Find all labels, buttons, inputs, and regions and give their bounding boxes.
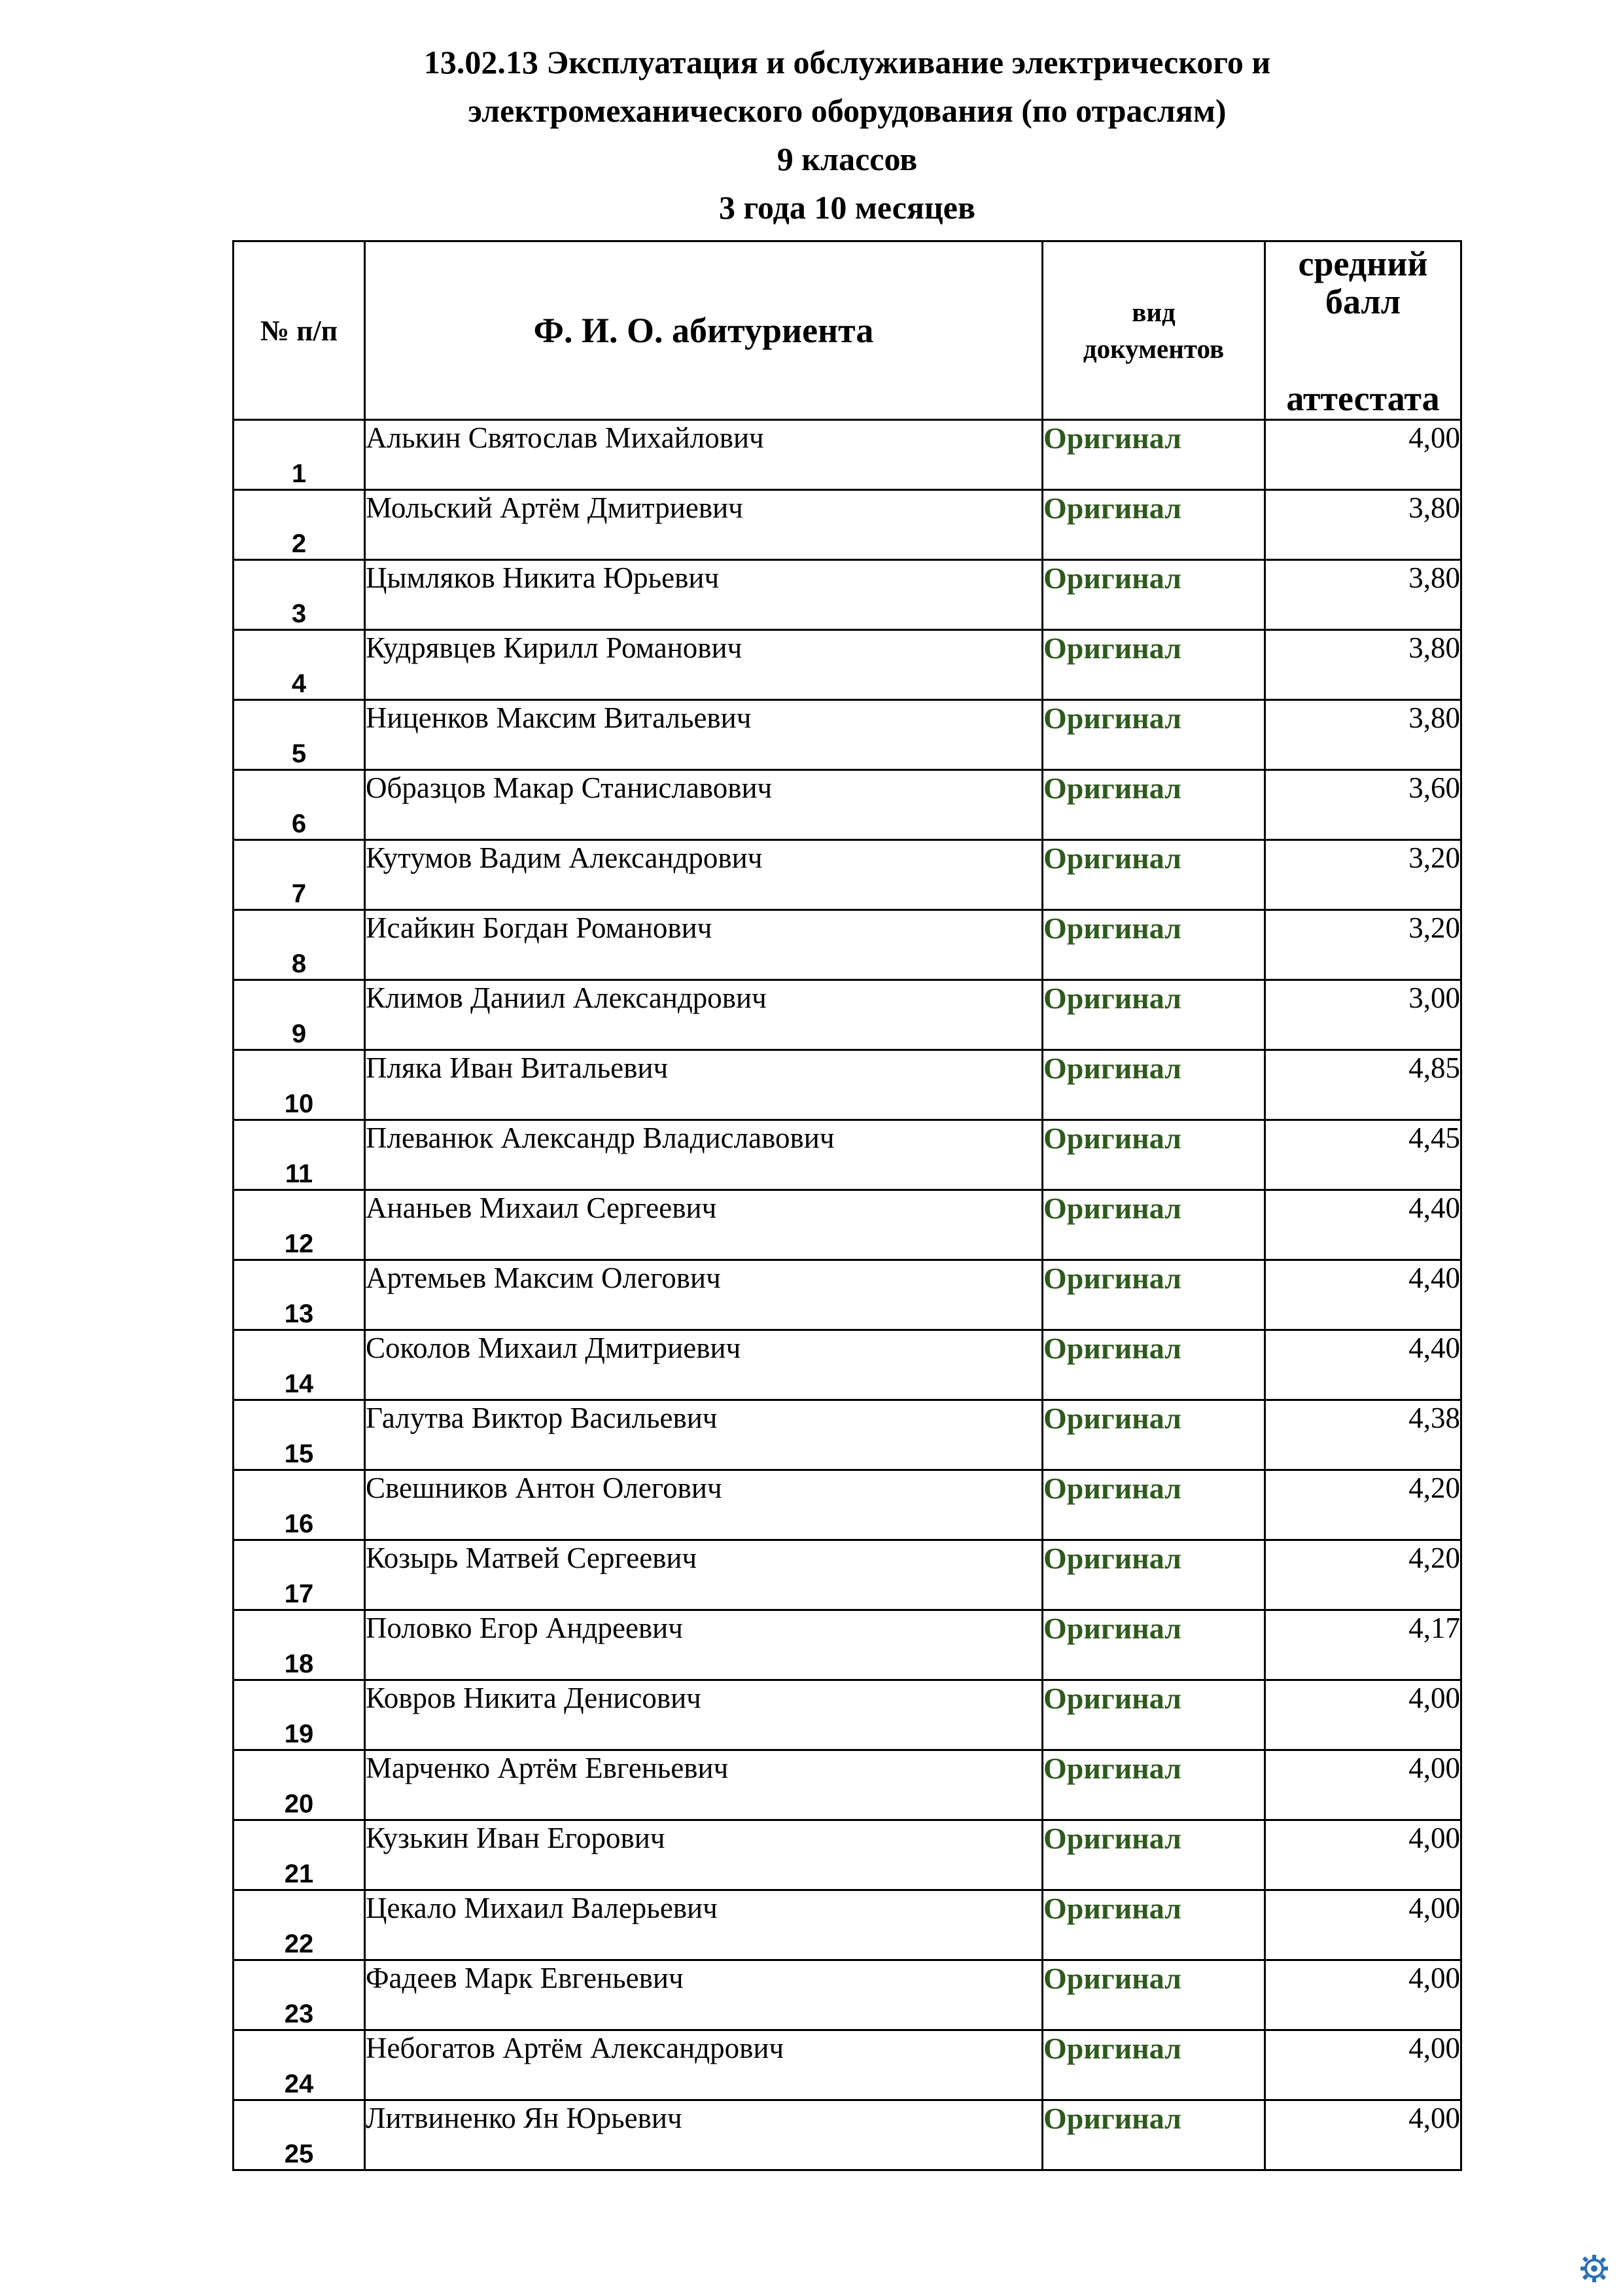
applicant-name-cell: Половко Егор Андреевич [365, 1610, 1043, 1680]
column-header-number: № п/п [234, 241, 365, 420]
applicant-name-cell: Фадеев Марк Евгеньевич [365, 1960, 1043, 2030]
table-row [234, 1330, 1461, 1400]
applicant-name-cell: Цымляков Никита Юрьевич [365, 560, 1043, 630]
document-type-cell: Оригинал [1043, 1540, 1265, 1610]
table-row [234, 1050, 1461, 1120]
applicant-name-cell: Галутва Виктор Васильевич [365, 1400, 1043, 1470]
row-number-cell: 3 [234, 560, 365, 630]
document-type-cell: Оригинал [1043, 1470, 1265, 1540]
column-header-name: Ф. И. О. абитуриента [365, 241, 1043, 420]
document-type-cell: Оригинал [1043, 910, 1265, 980]
table-row [234, 630, 1461, 700]
document-type-cell: Оригинал [1043, 770, 1265, 840]
specialty-title-line-1: 13.02.13 Эксплуатация и обслуживание электрического и [423, 44, 1271, 80]
average-score-cell: 3,00 [1265, 980, 1461, 1050]
document-type-cell: Оригинал [1043, 420, 1265, 490]
row-number-cell: 7 [234, 840, 365, 910]
average-score-cell: 4,00 [1265, 1960, 1461, 2030]
row-number-cell: 12 [234, 1190, 365, 1260]
table-row [234, 1190, 1461, 1260]
table-row [234, 1820, 1461, 1890]
document-type-cell: Оригинал [1043, 2030, 1265, 2100]
average-score-cell: 4,38 [1265, 1400, 1461, 1470]
applicant-name-cell: Климов Даниил Александрович [365, 980, 1043, 1050]
column-header-document-type [1043, 241, 1265, 420]
document-type-cell: Оригинал [1043, 1820, 1265, 1890]
row-number-cell: 21 [234, 1820, 365, 1890]
table-row [234, 1120, 1461, 1190]
document-type-cell: Оригинал [1043, 1610, 1265, 1680]
table-row [234, 840, 1461, 910]
row-number-cell: 24 [234, 2030, 365, 2100]
row-number-cell: 19 [234, 1680, 365, 1750]
row-number-cell: 17 [234, 1540, 365, 1610]
row-number-cell: 9 [234, 980, 365, 1050]
document-type-cell: Оригинал [1043, 1960, 1265, 2030]
column-header-score-line-2: балл [1325, 282, 1401, 321]
row-number-cell: 18 [234, 1610, 365, 1680]
applicant-name-cell: Цекало Михаил Валерьевич [365, 1890, 1043, 1960]
document-type-cell: Оригинал [1043, 490, 1265, 560]
row-number-cell: 6 [234, 770, 365, 840]
average-score-cell: 4,20 [1265, 1540, 1461, 1610]
table-row [234, 1890, 1461, 1960]
document-type-cell: Оригинал [1043, 630, 1265, 700]
column-header-score-line-1: средний [1298, 244, 1428, 283]
applicant-name-cell: Алькин Святослав Михайлович [365, 420, 1043, 490]
table-row [234, 1680, 1461, 1750]
gear-logo-icon [1579, 2253, 1609, 2284]
table-row [234, 1540, 1461, 1610]
applicant-name-cell: Образцов Макар Станиславович [365, 770, 1043, 840]
average-score-cell: 3,80 [1265, 490, 1461, 560]
education-base: 9 классов [777, 141, 918, 177]
table-row [234, 910, 1461, 980]
applicant-name-cell: Свешников Антон Олегович [365, 1470, 1043, 1540]
table-row [234, 770, 1461, 840]
applicant-name-cell: Плеванюк Александр Владиславович [365, 1120, 1043, 1190]
column-header-document-type-line-1: вид [1132, 297, 1176, 327]
average-score-cell: 4,00 [1265, 420, 1461, 490]
applicant-name-cell: Мольский Артём Дмитриевич [365, 490, 1043, 560]
applicant-name-cell: Артемьев Максим Олегович [365, 1260, 1043, 1330]
applicant-name-cell: Исайкин Богдан Романович [365, 910, 1043, 980]
applicant-name-cell: Ковров Никита Денисович [365, 1680, 1043, 1750]
applicant-name-cell: Ниценков Максим Витальевич [365, 700, 1043, 770]
average-score-cell: 3,80 [1265, 700, 1461, 770]
average-score-cell: 4,00 [1265, 2100, 1461, 2170]
average-score-cell: 4,45 [1265, 1120, 1461, 1190]
table-row [234, 1610, 1461, 1680]
document-type-cell: Оригинал [1043, 1750, 1265, 1820]
table-row [234, 1260, 1461, 1330]
average-score-cell: 4,85 [1265, 1050, 1461, 1120]
specialty-title-line-2: электромеханического оборудования (по отраслям) [468, 92, 1227, 129]
document-type-cell: Оригинал [1043, 1400, 1265, 1470]
row-number-cell: 1 [234, 420, 365, 490]
average-score-cell: 4,00 [1265, 1890, 1461, 1960]
document-type-cell: Оригинал [1043, 700, 1265, 770]
table-header-row [234, 241, 1461, 420]
document-type-cell: Оригинал [1043, 980, 1265, 1050]
study-duration: 3 года 10 месяцев [719, 189, 975, 226]
table-row [234, 1400, 1461, 1470]
average-score-cell: 3,20 [1265, 910, 1461, 980]
column-header-document-type-line-2: документов [1083, 334, 1225, 364]
row-number-cell: 10 [234, 1050, 365, 1120]
average-score-cell: 3,80 [1265, 560, 1461, 630]
average-score-cell: 3,80 [1265, 630, 1461, 700]
table-row [234, 2030, 1461, 2100]
applicant-name-cell: Ананьев Михаил Сергеевич [365, 1190, 1043, 1260]
average-score-cell: 4,00 [1265, 2030, 1461, 2100]
row-number-cell: 5 [234, 700, 365, 770]
average-score-cell: 4,40 [1265, 1260, 1461, 1330]
row-number-cell: 2 [234, 490, 365, 560]
average-score-cell: 4,00 [1265, 1750, 1461, 1820]
applicants-table [232, 240, 1462, 2171]
applicant-name-cell: Козырь Матвей Сергеевич [365, 1540, 1043, 1610]
row-number-cell: 22 [234, 1890, 365, 1960]
table-row [234, 420, 1461, 490]
document-type-cell: Оригинал [1043, 2100, 1265, 2170]
average-score-cell: 4,17 [1265, 1610, 1461, 1680]
average-score-cell: 3,20 [1265, 840, 1461, 910]
row-number-cell: 13 [234, 1260, 365, 1330]
row-number-cell: 16 [234, 1470, 365, 1540]
applicant-name-cell: Пляка Иван Витальевич [365, 1050, 1043, 1120]
document-type-cell: Оригинал [1043, 1190, 1265, 1260]
table-row [234, 1960, 1461, 2030]
table-row [234, 700, 1461, 770]
average-score-cell: 4,40 [1265, 1330, 1461, 1400]
row-number-cell: 11 [234, 1120, 365, 1190]
row-number-cell: 23 [234, 1960, 365, 2030]
table-row [234, 1750, 1461, 1820]
column-header-score-line-3: аттестата [1286, 379, 1440, 418]
row-number-cell: 25 [234, 2100, 365, 2170]
row-number-cell: 15 [234, 1400, 365, 1470]
applicant-name-cell: Соколов Михаил Дмитриевич [365, 1330, 1043, 1400]
table-row [234, 490, 1461, 560]
applicant-name-cell: Марченко Артём Евгеньевич [365, 1750, 1043, 1820]
document-header [229, 38, 1465, 232]
row-number-cell: 14 [234, 1330, 365, 1400]
average-score-cell: 4,00 [1265, 1820, 1461, 1890]
document-type-cell: Оригинал [1043, 1050, 1265, 1120]
document-type-cell: Оригинал [1043, 1120, 1265, 1190]
applicant-name-cell: Кудрявцев Кирилл Романович [365, 630, 1043, 700]
document-type-cell: Оригинал [1043, 1890, 1265, 1960]
document-type-cell: Оригинал [1043, 1330, 1265, 1400]
column-header-average-score [1265, 241, 1461, 420]
row-number-cell: 8 [234, 910, 365, 980]
average-score-cell: 4,40 [1265, 1190, 1461, 1260]
table-row [234, 1470, 1461, 1540]
row-number-cell: 4 [234, 630, 365, 700]
average-score-cell: 4,00 [1265, 1680, 1461, 1750]
applicant-name-cell: Небогатов Артём Александрович [365, 2030, 1043, 2100]
document-type-cell: Оригинал [1043, 560, 1265, 630]
table-row [234, 980, 1461, 1050]
applicant-name-cell: Кутумов Вадим Александрович [365, 840, 1043, 910]
row-number-cell: 20 [234, 1750, 365, 1820]
table-row [234, 560, 1461, 630]
applicant-name-cell: Кузькин Иван Егорович [365, 1820, 1043, 1890]
document-type-cell: Оригинал [1043, 1260, 1265, 1330]
document-type-cell: Оригинал [1043, 840, 1265, 910]
table-body [234, 420, 1461, 2170]
average-score-cell: 3,60 [1265, 770, 1461, 840]
applicant-name-cell: Литвиненко Ян Юрьевич [365, 2100, 1043, 2170]
document-type-cell: Оригинал [1043, 1680, 1265, 1750]
average-score-cell: 4,20 [1265, 1470, 1461, 1540]
table-row [234, 2100, 1461, 2170]
